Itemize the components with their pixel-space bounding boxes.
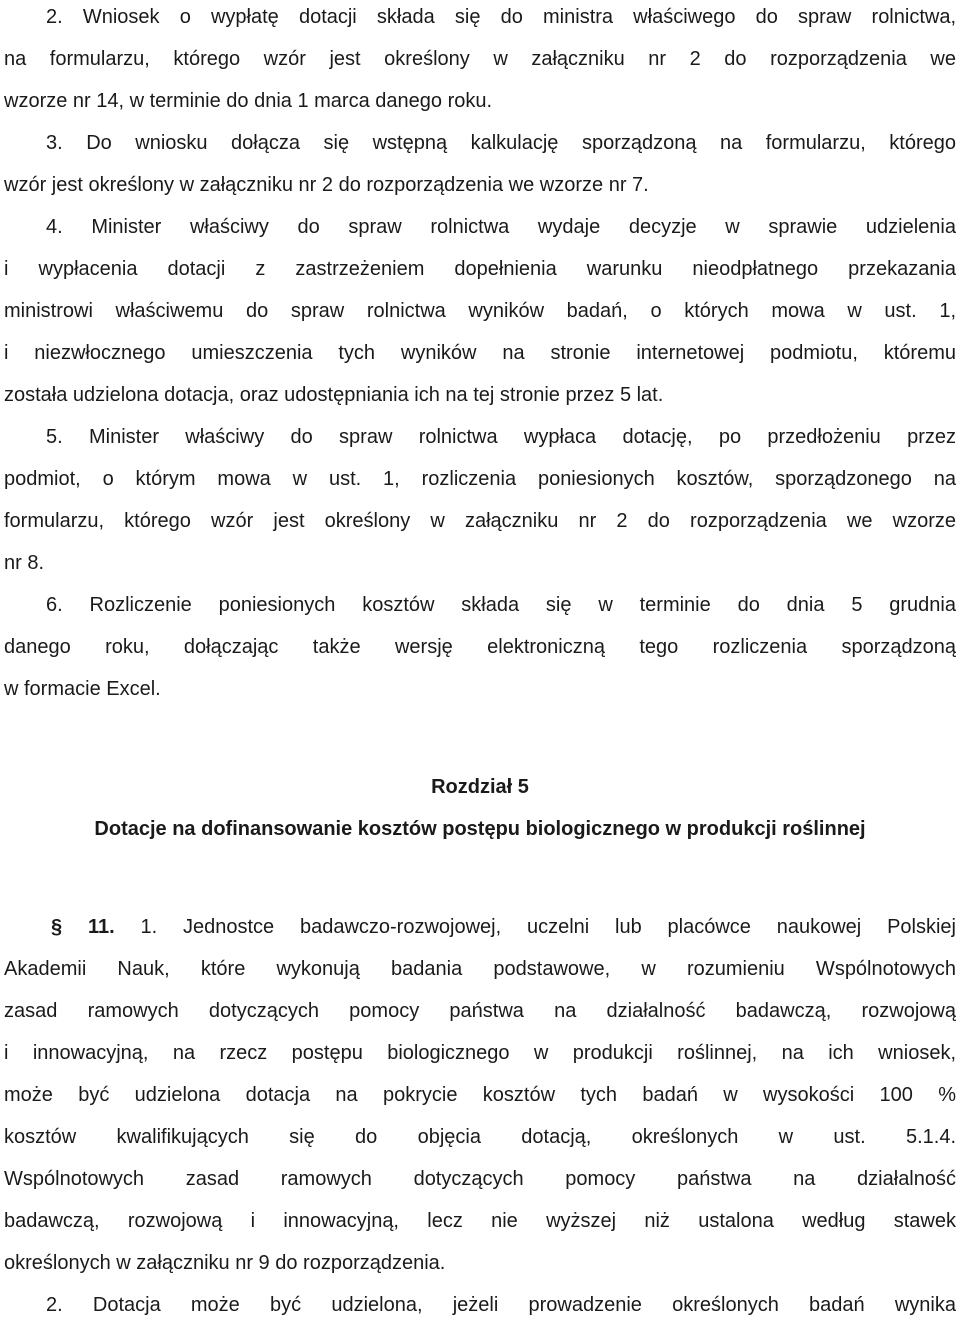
text-line: i wypłacenia dotacji z zastrzeżeniem dopełnienia warunku nieodpłatnego przekazania xyxy=(4,258,956,280)
text-line: i niezwłocznego umieszczenia tych wyników na stronie internetowej podmiotu, któremu xyxy=(4,342,956,364)
text-line: w formacie Excel. xyxy=(4,678,161,700)
chapter-subtitle: Dotacje na dofinansowanie kosztów postępu biologicznego w produkcji roślinnej xyxy=(94,818,866,840)
text-line: została udzielona dotacja, oraz udostępniania ich na tej stronie przez 5 lat. xyxy=(4,384,664,406)
paragraph-2 xyxy=(4,0,956,122)
text-line: wzorze nr 14, w terminie do dnia 1 marca danego roku. xyxy=(4,90,493,112)
text-line: 3. Do wniosku dołącza się wstępną kalkulację sporządzoną na formularzu, którego xyxy=(46,132,956,154)
text-line: 2. Wniosek o wypłatę dotacji składa się do ministra właściwego do spraw rolnictwa, xyxy=(46,6,956,28)
text-line: Akademii Nauk, które wykonują badania podstawowe, w rozumieniu Wspólnotowych xyxy=(4,958,956,980)
spacer xyxy=(4,850,956,906)
text-line: badawczą, rozwojową i innowacyjną, lecz nie wyższej niż ustalona według stawek xyxy=(4,1210,956,1232)
paragraph-6 xyxy=(4,584,956,710)
paragraph-4 xyxy=(4,206,956,416)
text-line: kosztów kwalifikujących się do objęcia dotacją, określonych w ust. 5.1.4. xyxy=(4,1126,956,1148)
text-line: formularzu, którego wzór jest określony w załączniku nr 2 do rozporządzenia we wzorze xyxy=(4,510,956,532)
section-first-line xyxy=(4,906,956,948)
paragraph-3 xyxy=(4,122,956,206)
text-line: 4. Minister właściwy do spraw rolnictwa wydaje decyzje w sprawie udzielenia xyxy=(46,216,956,238)
text-line: 6. Rozliczenie poniesionych kosztów składa się w terminie do dnia 5 grudnia xyxy=(46,594,956,616)
section-mark: § 11. xyxy=(51,916,115,938)
chapter-title: Rozdział 5 xyxy=(431,776,529,798)
text-line: na formularzu, którego wzór jest określony w załączniku nr 2 do rozporządzenia we xyxy=(4,48,956,70)
text-line: danego roku, dołączając także wersję elektroniczną tego rozliczenia sporządzoną xyxy=(4,636,956,658)
text-line: podmiot, o którym mowa w ust. 1, rozliczenia poniesionych kosztów, sporządzonego na xyxy=(4,468,956,490)
text-line: nr 8. xyxy=(4,552,45,574)
text-line: i innowacyjną, na rzecz postępu biologicznego w produkcji roślinnej, na ich wniosek, xyxy=(4,1042,956,1064)
text-line: może być udzielona dotacja na pokrycie kosztów tych badań w wysokości 100 % xyxy=(4,1084,956,1106)
text-line: zasad ramowych dotyczących pomocy państwa na działalność badawczą, rozwojową xyxy=(4,1000,956,1022)
spacer xyxy=(4,710,956,766)
paragraph-5 xyxy=(4,416,956,584)
text-line: Wspólnotowych zasad ramowych dotyczących pomocy państwa na działalność xyxy=(4,1168,956,1190)
section-11 xyxy=(4,906,956,1326)
text-line: 2. Dotacja może być udzielona, jeżeli prowadzenie określonych badań wynika xyxy=(46,1294,956,1316)
section-first-line-text: 1. Jednostce badawczo-rozwojowej, uczelni lub placówce naukowej Polskiej xyxy=(140,916,956,938)
text-line: wzór jest określony w załączniku nr 2 do rozporządzenia we wzorze nr 7. xyxy=(4,174,649,196)
text-line: 5. Minister właściwy do spraw rolnictwa wypłaca dotację, po przedłożeniu przez xyxy=(46,426,956,448)
text-line: ministrowi właściwemu do spraw rolnictwa wyników badań, o których mowa w ust. 1, xyxy=(4,300,956,322)
text-line: określonych w załączniku nr 9 do rozporządzenia. xyxy=(4,1252,446,1274)
document-page xyxy=(4,0,956,1326)
